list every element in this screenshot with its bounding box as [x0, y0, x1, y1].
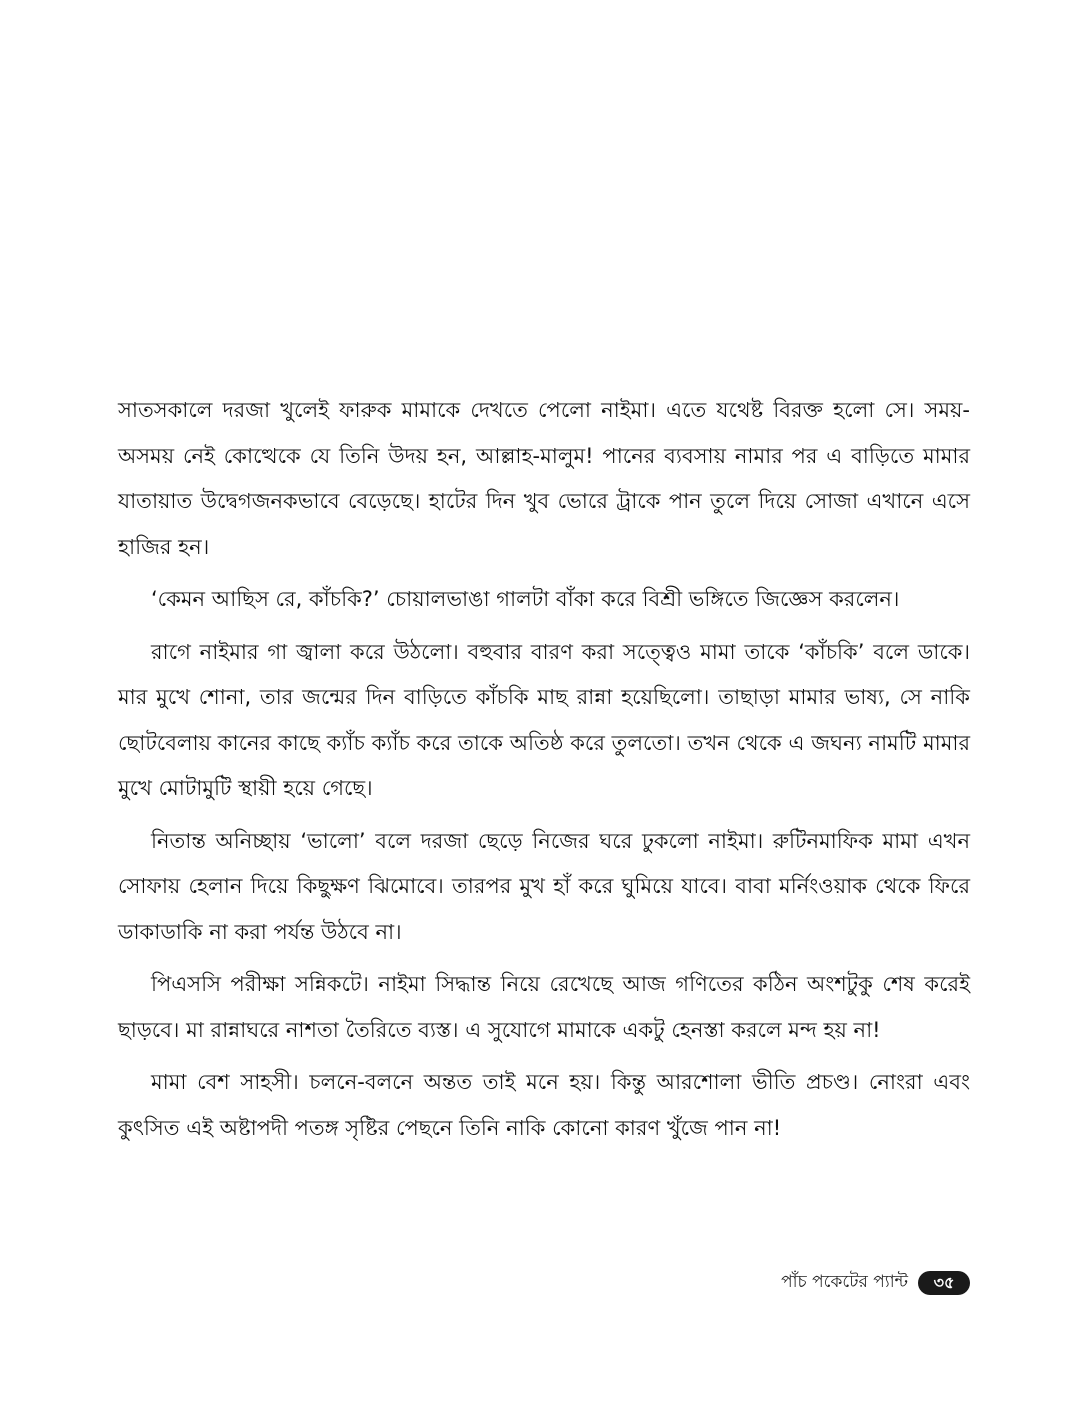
paragraph: রাগে নাইমার গা জ্বালা করে উঠলো। বহুবার বারণ করা সত্ত্বেও মামা তাকে ‘কাঁচকি’ বলে ডাকে। মার মুখে শোনা, তার জন্মের দিন বাড়িতে কাঁচকি মাছ রান্না হয়েছিলো। তাছাড়া মামার ভাষ্য, সে নাকি ছোটবেলায় কানের কাছে ক্যাঁচ ক্যাঁচ করে তাকে অতিষ্ঠ করে তুলতো। তখন থেকে এ জঘন্য নামটি মামার মুখে মোটামুটি স্থায়ী হয়ে গেছে।: [118, 639, 970, 800]
body-text: [118, 388, 970, 1158]
paragraph: মামা বেশ সাহসী। চলনে-বলনে অন্তত তাই মনে হয়। কিন্তু আরশোলা ভীতি প্রচণ্ড। নোংরা এবং কুৎসিত এই অষ্টাপদী পতঙ্গ সৃষ্টির পেছনে তিনি নাকি কোনো কারণ খুঁজে পান না!: [118, 1070, 970, 1140]
paragraph: ‘কেমন আছিস রে, কাঁচকি?’ চোয়ালভাঙা গালটা বাঁকা করে বিশ্রী ভঙ্গিতে জিজ্ঞেস করলেন।: [151, 587, 900, 611]
running-title: পাঁচ পকেটের প্যান্ট: [781, 1272, 908, 1292]
paragraph: পিএসসি পরীক্ষা সন্নিকটে। নাইমা সিদ্ধান্ত নিয়ে রেখেছে আজ গণিতের কঠিন অংশটুকু শেষ করেই ছাড়বে। মা রান্নাঘরে নাশতা তৈরিতে ব্যস্ত। এ সুযোগে মামাকে একটু হেনস্তা করলে মন্দ হয় না!: [118, 972, 970, 1042]
page-footer: [781, 1268, 970, 1298]
paragraph: সাতসকালে দরজা খুলেই ফারুক মামাকে দেখতে পেলো নাইমা। এতে যথেষ্ট বিরক্ত হলো সে। সময়-অসময় নেই কোত্থেকে যে তিনি উদয় হন, আল্লাহ-মালুম! পানের ব্যবসায় নামার পর এ বাড়িতে মামার যাতায়াত উদ্বেগজনকভাবে বেড়েছে। হাটের দিন খুব ভোরে ট্রাকে পান তুলে দিয়ে সোজা এখানে এসে হাজির হন।: [118, 398, 970, 559]
paragraph: নিতান্ত অনিচ্ছায় ‘ভালো’ বলে দরজা ছেড়ে নিজের ঘরে ঢুকলো নাইমা। রুটিনমাফিক মামা এখন সোফায় হেলান দিয়ে কিছুক্ষণ ঝিমোবে। তারপর মুখ হাঁ করে ঘুমিয়ে যাবে। বাবা মর্নিংওয়াক থেকে ফিরে ডাকাডাকি না করা পর্যন্ত উঠবে না।: [118, 828, 970, 944]
page-number-badge: ৩৫: [918, 1271, 970, 1295]
